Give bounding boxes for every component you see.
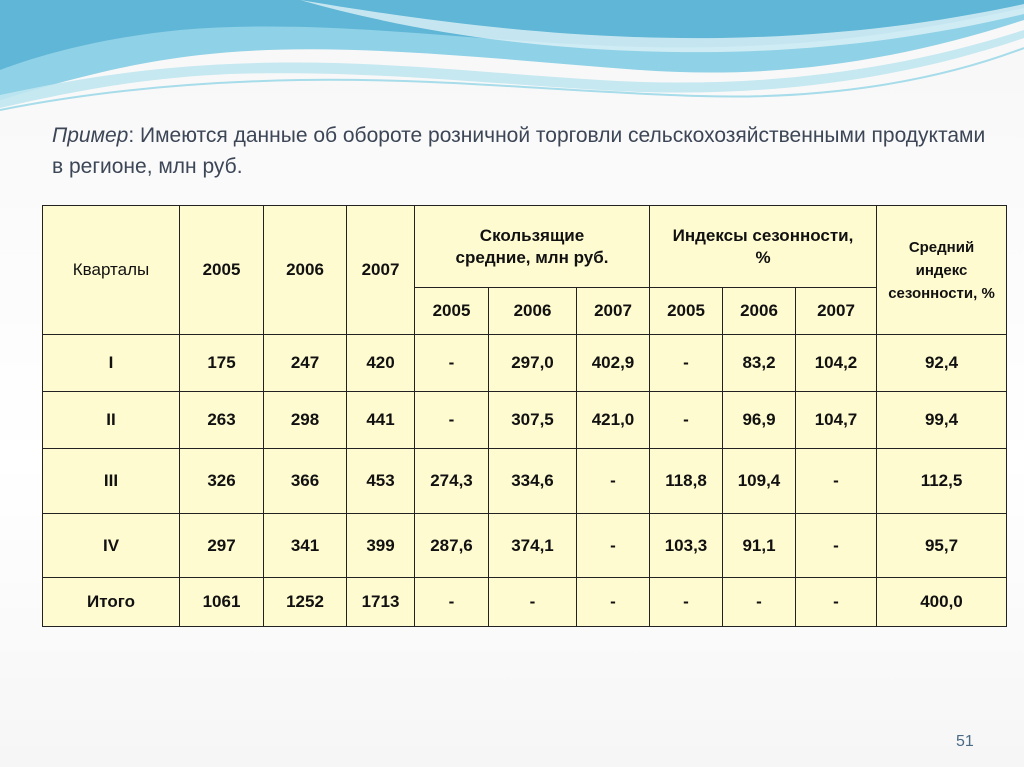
header-year: 2005	[180, 206, 264, 335]
table-cell: 96,9	[723, 392, 796, 449]
table-cell: -	[796, 514, 877, 578]
table-cell: 298	[264, 392, 347, 449]
table-cell: -	[650, 392, 723, 449]
header-quarters: Кварталы	[43, 206, 180, 335]
table-row	[43, 449, 1007, 514]
table-cell: 334,6	[489, 449, 577, 514]
table-cell: 247	[264, 335, 347, 392]
table-cell: -	[650, 578, 723, 627]
table-row	[43, 335, 1007, 392]
header-moving-average-year: 2005	[415, 288, 489, 335]
table-cell: 103,3	[650, 514, 723, 578]
table-cell: -	[577, 578, 650, 627]
table-cell: 399	[347, 514, 415, 578]
table-cell: 374,1	[489, 514, 577, 578]
table-cell: 326	[180, 449, 264, 514]
table-cell: 175	[180, 335, 264, 392]
title-prefix: Пример	[52, 124, 129, 147]
wave-header-decoration	[0, 0, 1024, 130]
title-text: : Имеются данные об обороте розничной торговли сельскохозяйственными продуктами в регионе, млн руб.	[52, 124, 986, 178]
table-cell: 109,4	[723, 449, 796, 514]
header-row-1	[43, 206, 1007, 288]
table-cell: 420	[347, 335, 415, 392]
table-cell: 297	[180, 514, 264, 578]
table-cell: -	[415, 335, 489, 392]
table-cell: -	[577, 514, 650, 578]
table-cell: 1061	[180, 578, 264, 627]
table-row	[43, 392, 1007, 449]
table-cell: 1252	[264, 578, 347, 627]
table-cell: 287,6	[415, 514, 489, 578]
table-cell: -	[415, 392, 489, 449]
table-cell: 118,8	[650, 449, 723, 514]
table-cell: -	[650, 335, 723, 392]
table-cell: 400,0	[877, 578, 1007, 627]
table-cell: 453	[347, 449, 415, 514]
table-cell: -	[796, 449, 877, 514]
row-quarter-label: Итого	[43, 578, 180, 627]
table-cell: 441	[347, 392, 415, 449]
table-cell: 297,0	[489, 335, 577, 392]
table-cell: 307,5	[489, 392, 577, 449]
table-cell: -	[796, 578, 877, 627]
table-cell: 91,1	[723, 514, 796, 578]
table-cell: 1713	[347, 578, 415, 627]
header-moving-average-year: 2006	[489, 288, 577, 335]
header-seasonality-year: 2005	[650, 288, 723, 335]
header-moving-average-year: 2007	[577, 288, 650, 335]
header-year: 2006	[264, 206, 347, 335]
table-cell: 92,4	[877, 335, 1007, 392]
table-cell: 95,7	[877, 514, 1007, 578]
table-cell: -	[723, 578, 796, 627]
table-cell: 341	[264, 514, 347, 578]
table-cell: 112,5	[877, 449, 1007, 514]
header-seasonality-index: Индексы сезонности, %	[650, 206, 877, 288]
table-cell: -	[489, 578, 577, 627]
table-cell: 263	[180, 392, 264, 449]
slide-title	[52, 120, 992, 182]
row-quarter-label: II	[43, 392, 180, 449]
table-cell: 402,9	[577, 335, 650, 392]
table-cell: 83,2	[723, 335, 796, 392]
row-quarter-label: III	[43, 449, 180, 514]
row-quarter-label: IV	[43, 514, 180, 578]
header-average-seasonality-index: Средний индекс сезонности, %	[877, 206, 1007, 335]
table-row-total	[43, 578, 1007, 627]
header-seasonality-year: 2007	[796, 288, 877, 335]
header-seasonality-year: 2006	[723, 288, 796, 335]
retail-turnover-table	[42, 205, 1007, 627]
table-cell: 99,4	[877, 392, 1007, 449]
table-cell: -	[577, 449, 650, 514]
table-cell: -	[415, 578, 489, 627]
page-number: 51	[956, 733, 974, 750]
table-cell: 104,7	[796, 392, 877, 449]
table-cell: 421,0	[577, 392, 650, 449]
table-cell: 366	[264, 449, 347, 514]
table-cell: 104,2	[796, 335, 877, 392]
table-row	[43, 514, 1007, 578]
header-year: 2007	[347, 206, 415, 335]
table-cell: 274,3	[415, 449, 489, 514]
header-moving-average: Скользящие средние, млн руб.	[415, 206, 650, 288]
row-quarter-label: I	[43, 335, 180, 392]
